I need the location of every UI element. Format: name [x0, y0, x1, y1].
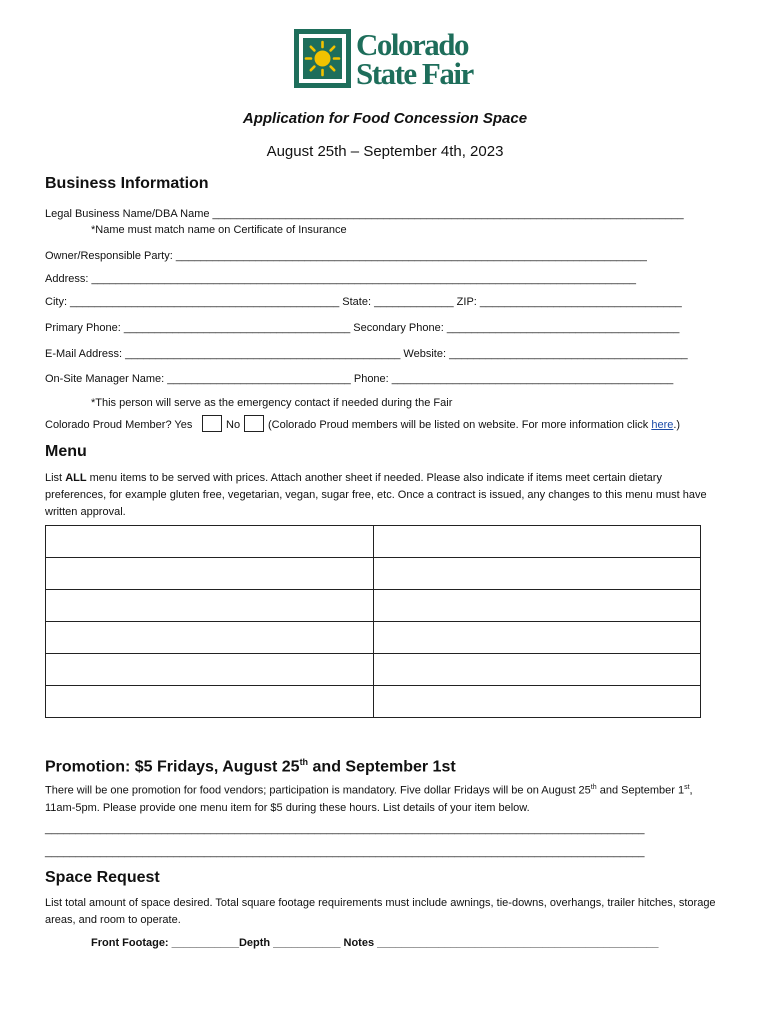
manager-fields[interactable]: On-Site Manager Name: ______________________________ Phone: ______________________________________________ — [45, 373, 674, 385]
owner-field[interactable]: Owner/Responsible Party: _____________________________________________________________________________ — [45, 250, 647, 262]
promotion-line-2[interactable]: __________________________________________________________________________________________________ — [45, 846, 645, 858]
table-row — [46, 686, 701, 718]
more-info-link[interactable]: here — [651, 419, 674, 431]
menu-item-cell[interactable] — [46, 590, 374, 622]
promotion-heading: Promotion: $5 Fridays, August 25th and September 1st — [45, 757, 456, 776]
space-heading: Space Request — [45, 869, 160, 886]
menu-instructions: List ALL menu items to be served with prices. Attach another sheet if needed. Please also indicate if items meet certain dietary preferences, for example gluten free, vegetarian, vegan, sugar free, etc. Once a contract is issued, any changes to this menu must have written approval. — [45, 472, 707, 518]
form-title: Application for Food Concession Space — [242, 110, 528, 127]
sun-logo-icon — [294, 29, 351, 88]
city-state-zip-field[interactable]: City: ____________________________________________ State: _____________ ZIP: _________________________________ — [45, 296, 682, 308]
table-row — [46, 590, 701, 622]
menu-item-cell[interactable] — [46, 654, 374, 686]
table-row — [46, 526, 701, 558]
logo-line-2: State Fair — [356, 56, 473, 91]
proud-yes-checkbox[interactable] — [202, 415, 222, 432]
table-row — [46, 654, 701, 686]
proud-no-checkbox[interactable] — [244, 415, 264, 432]
address-field[interactable]: Address: _________________________________________________________________________________________ — [45, 273, 636, 285]
menu-item-cell[interactable] — [46, 558, 374, 590]
logo-line-1: Colorado — [356, 27, 468, 62]
menu-price-cell[interactable] — [373, 558, 701, 590]
promotion-line-1[interactable]: __________________________________________________________________________________________________ — [45, 823, 645, 835]
menu-items-table — [45, 525, 701, 718]
colorado-proud-note: (Colorado Proud members will be listed on website. For more information click here.) — [268, 419, 681, 431]
business-heading: Business Information — [45, 175, 209, 192]
menu-heading: Menu — [45, 443, 87, 460]
menu-price-cell[interactable] — [373, 590, 701, 622]
promotion-text: There will be one promotion for food vendors; participation is mandatory. Five dollar Fridays will be on August 25th and September 1st, 11am-5pm. Please provide one menu item for $5 during these hours. List details of your item below. — [45, 784, 693, 814]
colorado-proud-label: Colorado Proud Member? Yes — [45, 419, 193, 431]
space-fields[interactable]: Front Footage: ___________Depth ___________ Notes ______________________________________________ — [91, 937, 659, 949]
event-dates: August 25th – September 4th, 2023 — [266, 143, 504, 160]
menu-price-cell[interactable] — [373, 526, 701, 558]
menu-price-cell[interactable] — [373, 622, 701, 654]
menu-price-cell[interactable] — [373, 686, 701, 718]
emergency-note: *This person will serve as the emergency contact if needed during the Fair — [91, 397, 453, 409]
menu-price-cell[interactable] — [373, 654, 701, 686]
table-row — [46, 622, 701, 654]
menu-item-cell[interactable] — [46, 526, 374, 558]
space-instructions: List total amount of space desired. Total square footage requirements must include awnings, tie-downs, overhangs, trailer hitches, storage areas, and room to operate. — [45, 897, 716, 926]
colorado-state-fair-logo — [294, 29, 478, 91]
colorado-proud-no-label: No — [226, 419, 241, 431]
email-website-fields[interactable]: E-Mail Address: _____________________________________________ Website: _______________________________________ — [45, 348, 688, 360]
phone-fields[interactable]: Primary Phone: _____________________________________ Secondary Phone: ______________________________________ — [45, 322, 680, 334]
menu-item-cell[interactable] — [46, 622, 374, 654]
table-row — [46, 558, 701, 590]
legal-name-note: *Name must match name on Certificate of Insurance — [91, 224, 347, 236]
menu-item-cell[interactable] — [46, 686, 374, 718]
legal-name-field[interactable]: Legal Business Name/DBA Name _____________________________________________________________________________ — [45, 208, 684, 220]
